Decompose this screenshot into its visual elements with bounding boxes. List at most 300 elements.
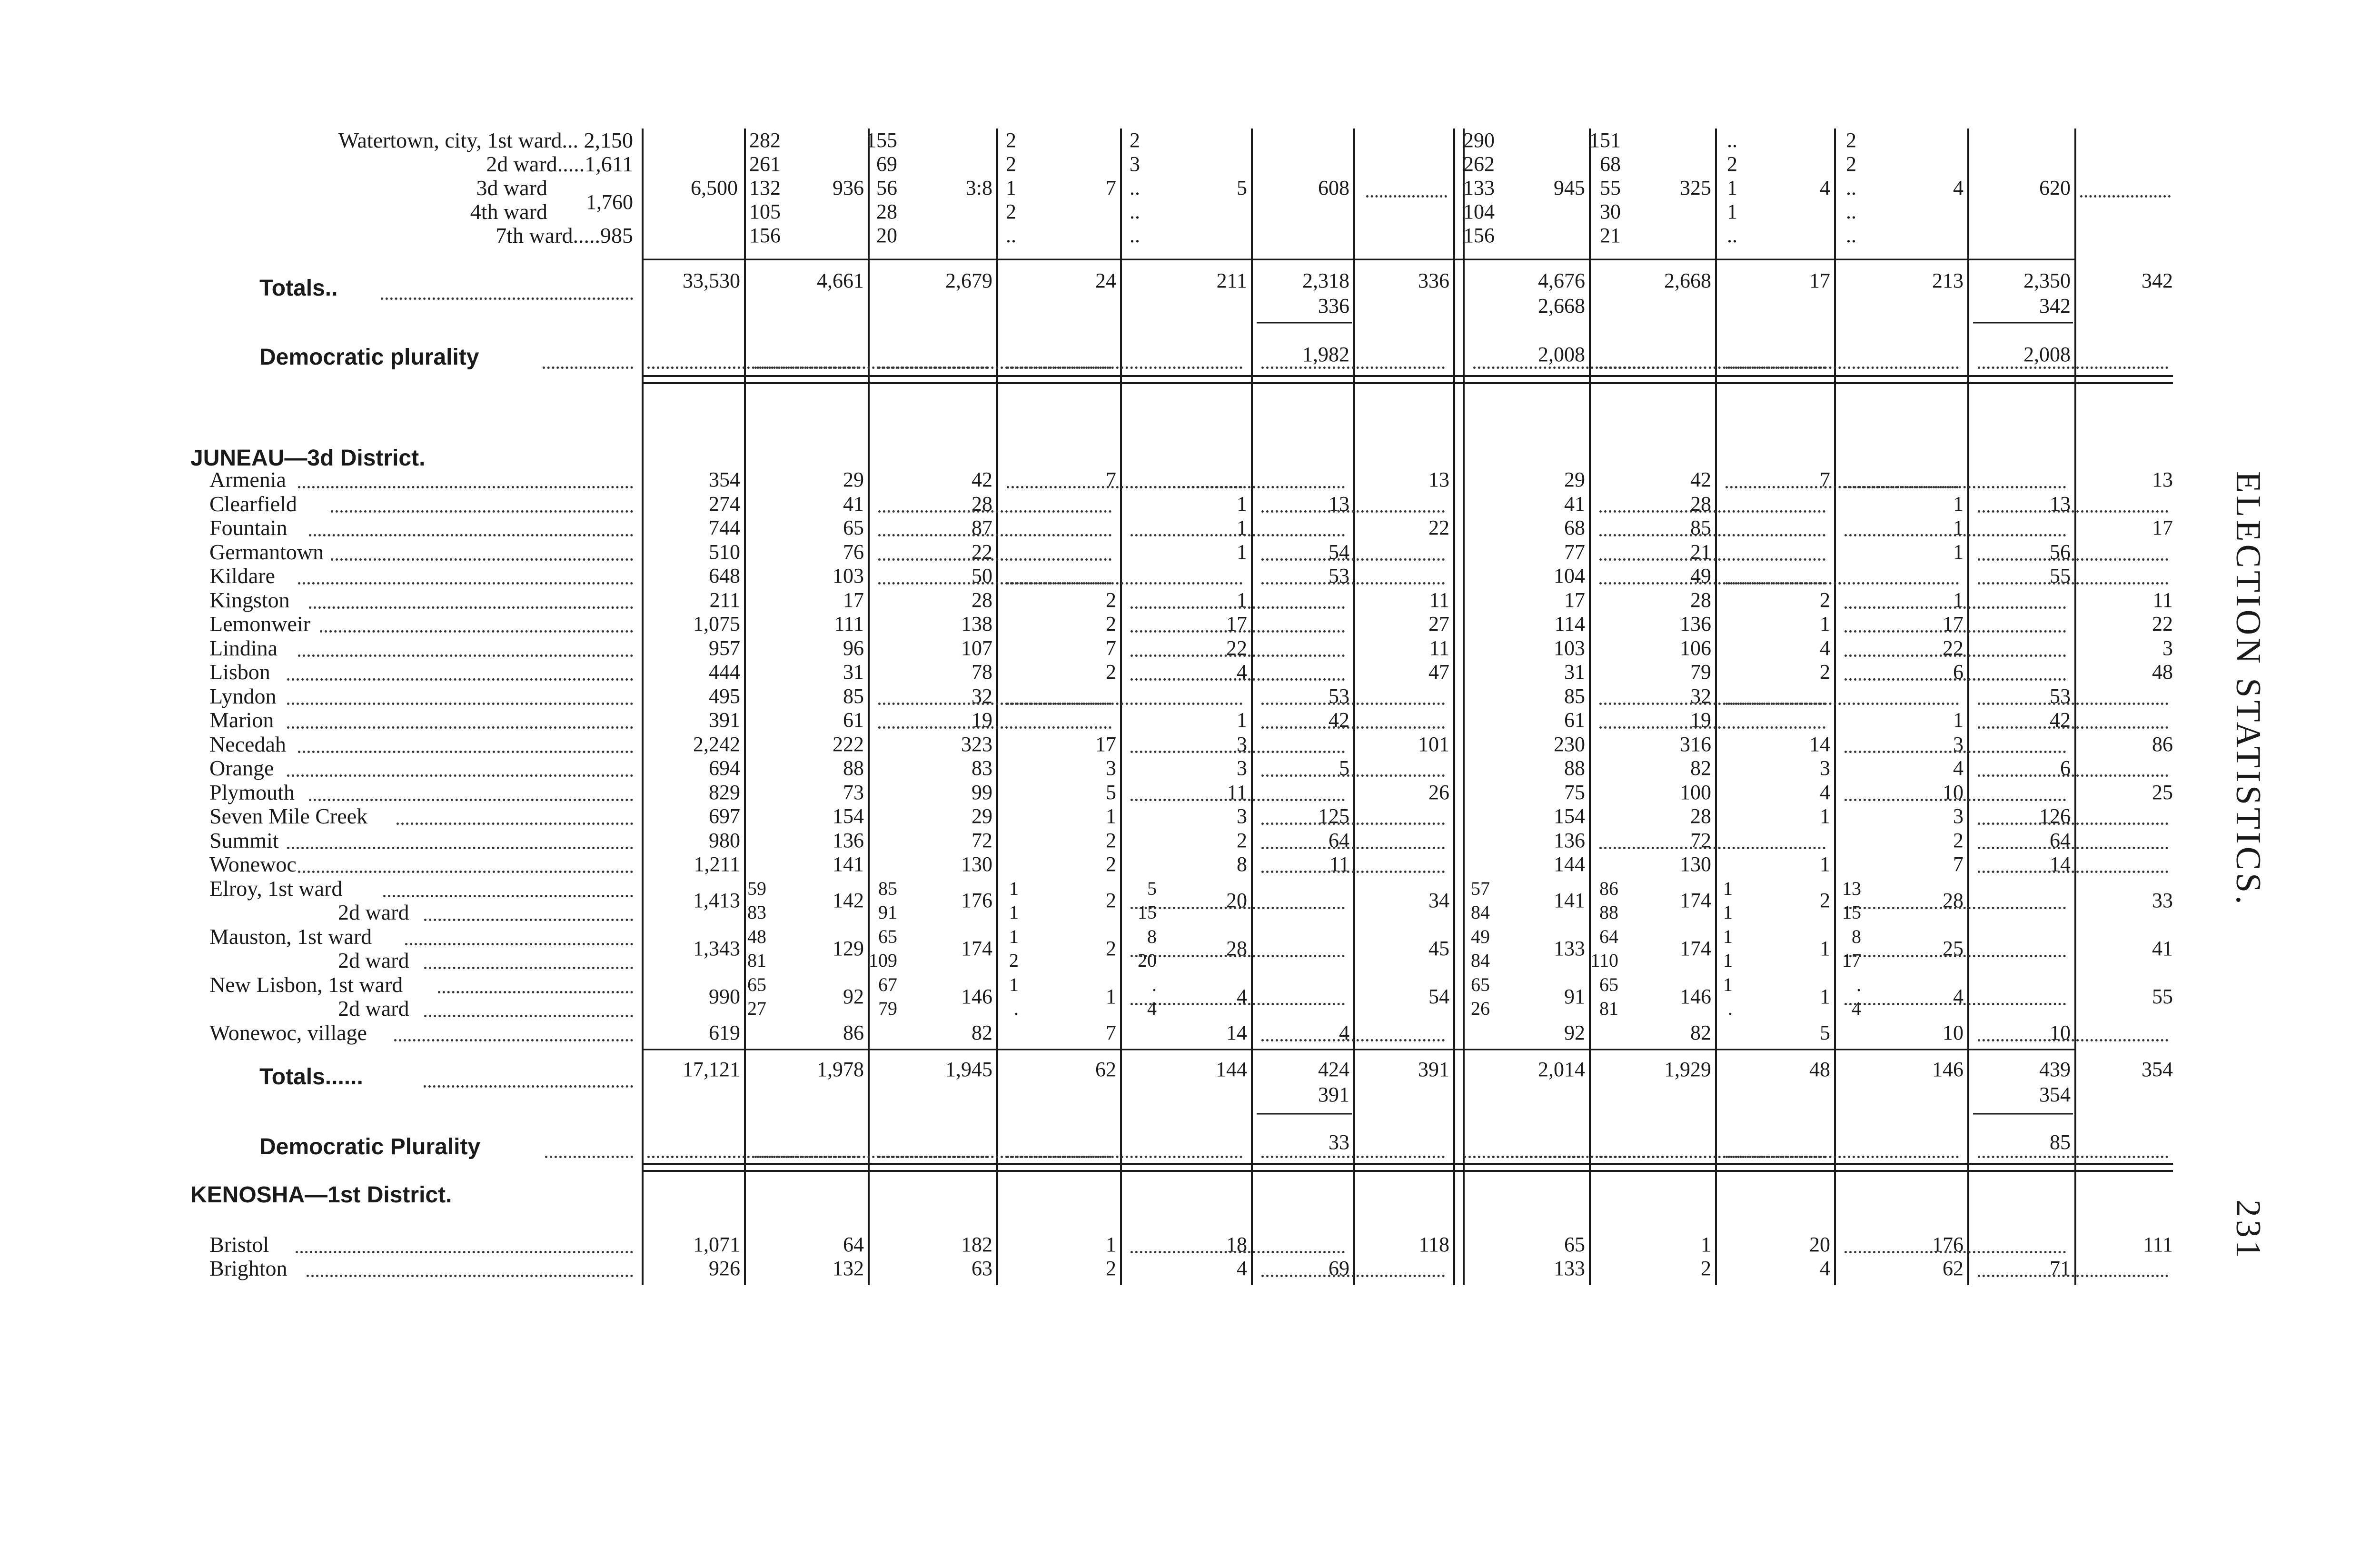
row-label-watertown-2d-ward: 2d ward.....1,611 xyxy=(486,152,633,176)
row-label-watertown-7th-ward: 7th ward.....985 xyxy=(496,223,633,248)
leader-dots xyxy=(1130,606,1345,609)
table-cell: 100 xyxy=(1680,780,1711,804)
table-cell: 7 xyxy=(1106,636,1116,660)
ward-subvalue: 8 xyxy=(1147,925,1157,947)
ward-value-c3: 56 xyxy=(876,176,897,199)
table-cell: 34 xyxy=(1428,888,1449,912)
leader-dots xyxy=(1978,1039,2168,1041)
plurality-value: 2,008 xyxy=(2023,343,2071,366)
leader-dots xyxy=(1261,1039,1445,1041)
leader-dots xyxy=(1130,486,1345,488)
leader-dots xyxy=(307,1275,633,1277)
table-cell: 142 xyxy=(833,888,864,912)
leader-dots xyxy=(1844,799,2066,801)
table-cell: 61 xyxy=(1564,708,1585,732)
table-cell: 42 xyxy=(972,468,992,491)
leader-dots xyxy=(287,703,633,705)
leader-dots xyxy=(287,678,633,681)
leader-dots xyxy=(1130,955,1345,957)
table-cell: 4 xyxy=(1237,984,1247,1008)
ward-value-c11: .. xyxy=(1846,200,1856,223)
page-number: 231 xyxy=(2229,1199,2268,1261)
table-cell: 71 xyxy=(2050,1257,2071,1280)
leader-dots xyxy=(1261,871,1445,873)
table-cell: 32 xyxy=(972,684,992,708)
table-cell: 31 xyxy=(1564,660,1585,684)
leader-dots xyxy=(1130,799,1345,801)
table-cell: 20 xyxy=(1226,888,1247,912)
ward-subvalue: 48 xyxy=(747,925,766,947)
leader-dots xyxy=(1726,1156,1959,1158)
table-cell: 85 xyxy=(843,684,864,708)
ward-subvalue: 26 xyxy=(1471,998,1490,1019)
table-cell: 19 xyxy=(1690,708,1711,732)
table-cell: 2 xyxy=(1106,588,1116,612)
ward-subvalue: 1 xyxy=(1723,925,1733,947)
table-cell: 65 xyxy=(843,516,864,539)
leader-dots xyxy=(1261,558,1445,561)
ward-value-c2: 156 xyxy=(749,224,781,247)
leader-dots xyxy=(1844,751,2066,753)
table-cell: 48 xyxy=(2152,660,2173,684)
table-cell: 744 xyxy=(709,516,740,539)
leader-dots xyxy=(298,486,633,488)
leader-dots xyxy=(298,751,633,753)
totals-value: 1,945 xyxy=(945,1058,992,1081)
table-cell: 17 xyxy=(843,588,864,612)
plurality-value: 33 xyxy=(1329,1130,1349,1154)
table-cell: 2 xyxy=(1106,936,1116,960)
table-cell: 64 xyxy=(2050,828,2071,852)
table-cell: 990 xyxy=(709,984,740,1008)
table-cell: 55 xyxy=(2050,564,2071,587)
leader-dots xyxy=(1261,367,1445,369)
table-cell: 54 xyxy=(1428,984,1449,1008)
table-cell: 4 xyxy=(1953,984,1964,1008)
table-cell: 14 xyxy=(1809,732,1830,756)
row-label: Brighton xyxy=(209,1256,288,1280)
table-cell: 85 xyxy=(1690,516,1711,539)
table-cell: 2 xyxy=(1106,660,1116,684)
row-label: Wonewoc xyxy=(209,852,297,876)
ward-value-c4: 2 xyxy=(1006,129,1016,152)
table-cell: 174 xyxy=(1680,888,1711,912)
table-cell: 2,242 xyxy=(693,732,740,756)
table-cell: 22 xyxy=(972,540,992,564)
table-cell: 1 xyxy=(1237,540,1247,564)
row-label-watertown-3d-ward: 3d ward xyxy=(476,176,547,200)
row-label: Lemonweir xyxy=(209,612,311,636)
totals-value: 391 xyxy=(1418,1058,1449,1081)
totals-value: 1,978 xyxy=(817,1058,864,1081)
ward-value-c2: 132 xyxy=(749,176,781,199)
totals-value: 213 xyxy=(1932,269,1964,292)
table-cell: 25 xyxy=(1943,936,1964,960)
leader-dots xyxy=(1978,774,2168,777)
row-label: Lyndon xyxy=(209,684,277,708)
table-cell: 79 xyxy=(1690,660,1711,684)
ward-value-c3: 28 xyxy=(876,200,897,223)
ward-subvalue: 1 xyxy=(1723,877,1733,899)
table-cell: 17 xyxy=(1943,612,1964,635)
ward-value-c5: .. xyxy=(1130,224,1140,247)
table-cell: 75 xyxy=(1564,780,1585,804)
watertown-total-c1: 6,500 xyxy=(691,176,738,199)
ward-subvalue: 5 xyxy=(1147,877,1157,899)
table-cell: 136 xyxy=(1680,612,1711,635)
ward-subvalue: 4 xyxy=(1852,998,1861,1019)
ward-value-c10: 2 xyxy=(1727,152,1737,176)
table-cell: 138 xyxy=(961,612,992,635)
leader-dots xyxy=(1726,367,1959,369)
leader-dots xyxy=(287,847,633,849)
leader-dots xyxy=(878,510,1111,513)
ward-subvalue: 17 xyxy=(1842,950,1861,971)
ward-value-c4: .. xyxy=(1006,224,1016,247)
ward-subvalue: 83 xyxy=(747,902,766,923)
table-cell: 32 xyxy=(1690,684,1711,708)
totals-value: 2,350 xyxy=(2023,269,2071,292)
ward-subvalue: 91 xyxy=(878,902,897,923)
ward-value-c5: 3 xyxy=(1130,152,1140,176)
leader-dots xyxy=(1844,534,2066,536)
row-label: Plymouth xyxy=(209,780,295,804)
plurality-label: Democratic Plurality xyxy=(259,1134,481,1160)
table-cell: 13 xyxy=(2050,492,2071,515)
leader-dots xyxy=(1599,726,1825,729)
leader-dots xyxy=(2080,195,2171,198)
row-label: Elroy, 1st ward xyxy=(209,876,343,901)
totals-subtract: 391 xyxy=(1318,1083,1349,1106)
table-cell: 4 xyxy=(1953,756,1964,780)
totals-value: 24 xyxy=(1095,269,1116,292)
watertown-total-c3: 3:8 xyxy=(965,176,992,199)
table-cell: 2 xyxy=(1237,828,1247,852)
leader-dots xyxy=(394,1039,633,1041)
section-heading-kenosha: KENOSHA—1st District. xyxy=(190,1182,452,1208)
leader-dots xyxy=(1599,558,1825,561)
table-cell: 111 xyxy=(834,612,864,635)
totals-value: 62 xyxy=(1095,1058,1116,1081)
leader-dots xyxy=(1261,774,1445,777)
table-cell: 354 xyxy=(709,468,740,491)
ward-subvalue: . xyxy=(1014,998,1019,1019)
leader-dots xyxy=(1844,654,2066,657)
ward-subvalue: 1 xyxy=(1723,950,1733,971)
table-cell: 29 xyxy=(972,804,992,828)
table-cell: 1 xyxy=(1237,492,1247,515)
leader-dots xyxy=(1978,1275,2168,1277)
table-cell: 55 xyxy=(2152,984,2173,1008)
ward-subvalue: 81 xyxy=(747,950,766,971)
table-cell: 104 xyxy=(1554,564,1585,587)
leader-dots xyxy=(296,1251,633,1253)
ward-value-c2: 282 xyxy=(749,129,781,152)
table-cell: 42 xyxy=(2050,708,2071,732)
leader-dots xyxy=(405,943,633,945)
table-cell: 133 xyxy=(1554,1257,1585,1280)
table-cell: 130 xyxy=(961,852,992,876)
leader-dots xyxy=(1130,630,1345,633)
table-cell: 1 xyxy=(1820,936,1830,960)
table-cell: 14 xyxy=(1226,1021,1247,1044)
ward-subvalue: 1 xyxy=(1009,902,1019,923)
leader-dots xyxy=(1261,726,1445,729)
leader-dots xyxy=(298,871,633,873)
leader-dots xyxy=(309,534,633,536)
totals-subtract: 342 xyxy=(2039,294,2071,317)
ward-subvalue: 27 xyxy=(747,998,766,1019)
table-cell: 78 xyxy=(972,660,992,684)
table-cell: 1 xyxy=(1953,708,1964,732)
table-cell: 141 xyxy=(833,852,864,876)
table-cell: 7 xyxy=(1106,468,1116,491)
table-cell: 17 xyxy=(1226,612,1247,635)
table-cell: 3 xyxy=(1237,804,1247,828)
leader-dots xyxy=(1978,847,2168,849)
totals-value: 439 xyxy=(2039,1058,2071,1081)
leader-dots xyxy=(1261,582,1445,585)
table-cell: 4 xyxy=(1237,1257,1247,1280)
table-cell: 17 xyxy=(1564,588,1585,612)
leader-dots xyxy=(424,919,633,921)
table-cell: 62 xyxy=(1943,1257,1964,1280)
table-cell: 126 xyxy=(2039,804,2071,828)
totals-value: 4,661 xyxy=(817,269,864,292)
ward-value-c2: 261 xyxy=(749,152,781,176)
leader-dots xyxy=(1844,955,2066,957)
leader-dots xyxy=(1130,534,1345,536)
leader-dots xyxy=(383,895,633,897)
table-cell: 130 xyxy=(1680,852,1711,876)
leader-dots xyxy=(1978,582,2168,585)
table-cell: 86 xyxy=(843,1021,864,1044)
ward-value-c10: 1 xyxy=(1727,200,1737,223)
table-cell: 495 xyxy=(709,684,740,708)
leader-dots xyxy=(1130,751,1345,753)
ward-subvalue: 59 xyxy=(747,877,766,899)
leader-dots xyxy=(1978,367,2168,369)
table-cell: 13 xyxy=(2152,468,2173,491)
table-cell: 41 xyxy=(843,492,864,515)
totals-value: 17 xyxy=(1809,269,1830,292)
leader-dots xyxy=(1844,1251,2066,1253)
table-cell: 1 xyxy=(1106,984,1116,1008)
table-cell: 8 xyxy=(1237,852,1247,876)
table-cell: 28 xyxy=(972,588,992,612)
table-cell: 27 xyxy=(1428,612,1449,635)
table-cell: 510 xyxy=(709,540,740,564)
table-cell: 13 xyxy=(1329,492,1349,515)
table-cell: 7 xyxy=(1953,852,1964,876)
table-cell: 2 xyxy=(1953,828,1964,852)
ward-subvalue: 1 xyxy=(1723,902,1733,923)
table-cell: 41 xyxy=(1564,492,1585,515)
plurality-value: 85 xyxy=(2050,1130,2071,1154)
leader-dots xyxy=(298,654,633,657)
table-cell: 33 xyxy=(2152,888,2173,912)
leader-dots xyxy=(878,558,1111,561)
table-cell: 146 xyxy=(961,984,992,1008)
table-cell: 3 xyxy=(1106,756,1116,780)
table-cell: 136 xyxy=(1554,828,1585,852)
table-cell: 1 xyxy=(1701,1233,1711,1256)
table-cell: 20 xyxy=(1809,1233,1830,1256)
table-cell: 1 xyxy=(1237,588,1247,612)
table-cell: 10 xyxy=(2050,1021,2071,1044)
table-cell: 174 xyxy=(1680,936,1711,960)
table-cell: 1,211 xyxy=(694,852,740,876)
leader-dots xyxy=(1261,1156,1445,1158)
ward-subvalue: . xyxy=(1856,973,1861,995)
ward-value-c11: .. xyxy=(1846,224,1856,247)
table-cell: 29 xyxy=(1564,468,1585,491)
table-cell: 64 xyxy=(1329,828,1349,852)
leader-dots xyxy=(320,630,633,633)
table-cell: 54 xyxy=(1329,540,1349,564)
row-label: Kingston xyxy=(209,587,290,612)
table-cell: 72 xyxy=(972,828,992,852)
totals-value: 144 xyxy=(1216,1058,1247,1081)
totals-value: 33,530 xyxy=(683,269,740,292)
table-cell: 5 xyxy=(1106,780,1116,804)
table-cell: 3 xyxy=(1953,804,1964,828)
table-cell: 101 xyxy=(1418,732,1449,756)
table-cell: 49 xyxy=(1690,564,1711,587)
table-cell: 42 xyxy=(1690,468,1711,491)
ward-subvalue: 84 xyxy=(1471,902,1490,923)
leader-dots xyxy=(1007,703,1242,705)
row-label: Necedah xyxy=(209,732,286,756)
table-cell: 29 xyxy=(843,468,864,491)
table-cell: 11 xyxy=(1227,780,1247,804)
table-cell: 77 xyxy=(1564,540,1585,564)
row-label: Orange xyxy=(209,756,274,780)
leader-dots xyxy=(1007,367,1242,369)
table-cell: 1,413 xyxy=(693,888,740,912)
table-cell: 829 xyxy=(709,780,740,804)
totals-label: Totals...... xyxy=(259,1064,363,1090)
ward-value-c11: .. xyxy=(1846,176,1856,199)
table-cell: 76 xyxy=(843,540,864,564)
ward-subvalue: 109 xyxy=(869,950,897,971)
table-cell: 106 xyxy=(1680,636,1711,660)
table-cell: 114 xyxy=(1554,612,1585,635)
row-label-watertown-1st-ward: Watertown, city, 1st ward... 2,150 xyxy=(338,128,633,152)
table-cell: 154 xyxy=(1554,804,1585,828)
table-cell: 28 xyxy=(972,492,992,515)
table-cell: 176 xyxy=(1932,1233,1964,1256)
table-cell: 42 xyxy=(1329,708,1349,732)
totals-value: 2,668 xyxy=(1664,269,1711,292)
ward-subvalue: 8 xyxy=(1852,925,1861,947)
ward-value-c8: 104 xyxy=(1463,200,1495,223)
table-cell: 22 xyxy=(2152,612,2173,635)
totals-subtract: 2,668 xyxy=(1538,294,1585,317)
watertown-total-c10: 4 xyxy=(1820,176,1830,199)
table-cell: 17 xyxy=(2152,516,2173,539)
table-cell: 4 xyxy=(1820,636,1830,660)
leader-dots xyxy=(1599,847,1825,849)
table-cell: 18 xyxy=(1226,1233,1247,1256)
table-cell: 694 xyxy=(709,756,740,780)
ward-value-c10: .. xyxy=(1727,224,1737,247)
ward-value-c9: 55 xyxy=(1600,176,1621,199)
ward-value-c9: 68 xyxy=(1600,152,1621,176)
leader-dots xyxy=(1599,534,1825,536)
table-cell: 4 xyxy=(1820,780,1830,804)
table-cell: 2 xyxy=(1820,588,1830,612)
table-cell: 61 xyxy=(843,708,864,732)
leader-dots xyxy=(287,774,633,777)
table-cell: 2 xyxy=(1106,828,1116,852)
table-cell: 118 xyxy=(1418,1233,1449,1256)
ward-subvalue: 65 xyxy=(878,925,897,947)
ward-subvalue: 49 xyxy=(1471,925,1490,947)
row-label: 2d ward xyxy=(338,948,409,972)
table-cell: 64 xyxy=(843,1233,864,1256)
ward-value-c11: 2 xyxy=(1846,152,1856,176)
table-cell: 72 xyxy=(1690,828,1711,852)
table-cell: 11 xyxy=(1329,852,1349,876)
ward-subvalue: 1 xyxy=(1009,973,1019,995)
table-cell: 1 xyxy=(1820,852,1830,876)
ward-value-c2: 105 xyxy=(749,200,781,223)
table-cell: 3 xyxy=(1820,756,1830,780)
table-cell: 391 xyxy=(709,708,740,732)
ward-subvalue: 64 xyxy=(1599,925,1618,947)
ward-value-c9: 21 xyxy=(1600,224,1621,247)
ward-value-c8: 262 xyxy=(1463,152,1495,176)
plurality-value: 2,008 xyxy=(1538,343,1585,366)
table-cell: 1 xyxy=(1953,588,1964,612)
table-cell: 182 xyxy=(961,1233,992,1256)
row-label: Mauston, 1st ward xyxy=(209,924,372,949)
ward-subvalue: 79 xyxy=(878,998,897,1019)
table-cell: 47 xyxy=(1428,660,1449,684)
totals-value: 336 xyxy=(1418,269,1449,292)
table-cell: 92 xyxy=(1564,1021,1585,1044)
leader-dots xyxy=(1844,486,2066,488)
leader-dots xyxy=(1366,195,1447,198)
leader-dots xyxy=(424,967,633,969)
leader-dots xyxy=(1130,1251,1345,1253)
ward-value-c3: 69 xyxy=(876,152,897,176)
table-cell: 144 xyxy=(1554,852,1585,876)
leader-dots xyxy=(1844,1003,2066,1005)
table-cell: 211 xyxy=(709,588,740,612)
table-cell: 6 xyxy=(1953,660,1964,684)
table-cell: 980 xyxy=(709,828,740,852)
table-cell: 1 xyxy=(1953,492,1964,515)
table-cell: 56 xyxy=(2050,540,2071,564)
table-cell: 28 xyxy=(1690,804,1711,828)
combined-population: 1,760 xyxy=(586,190,633,214)
leader-dots xyxy=(1130,907,1345,909)
table-cell: 107 xyxy=(961,636,992,660)
table-cell: 1 xyxy=(1237,516,1247,539)
table-cell: 133 xyxy=(1554,936,1585,960)
row-label: 2d ward xyxy=(338,900,409,924)
table-cell: 21 xyxy=(1690,540,1711,564)
totals-value: 342 xyxy=(2142,269,2173,292)
ward-subvalue: 2 xyxy=(1009,950,1019,971)
table-cell: 13 xyxy=(1428,468,1449,491)
running-head: ELECTION STATISTICS. xyxy=(2229,471,2268,907)
leader-dots xyxy=(1261,703,1445,705)
row-label: Lisbon xyxy=(209,660,270,684)
table-cell: 45 xyxy=(1428,936,1449,960)
